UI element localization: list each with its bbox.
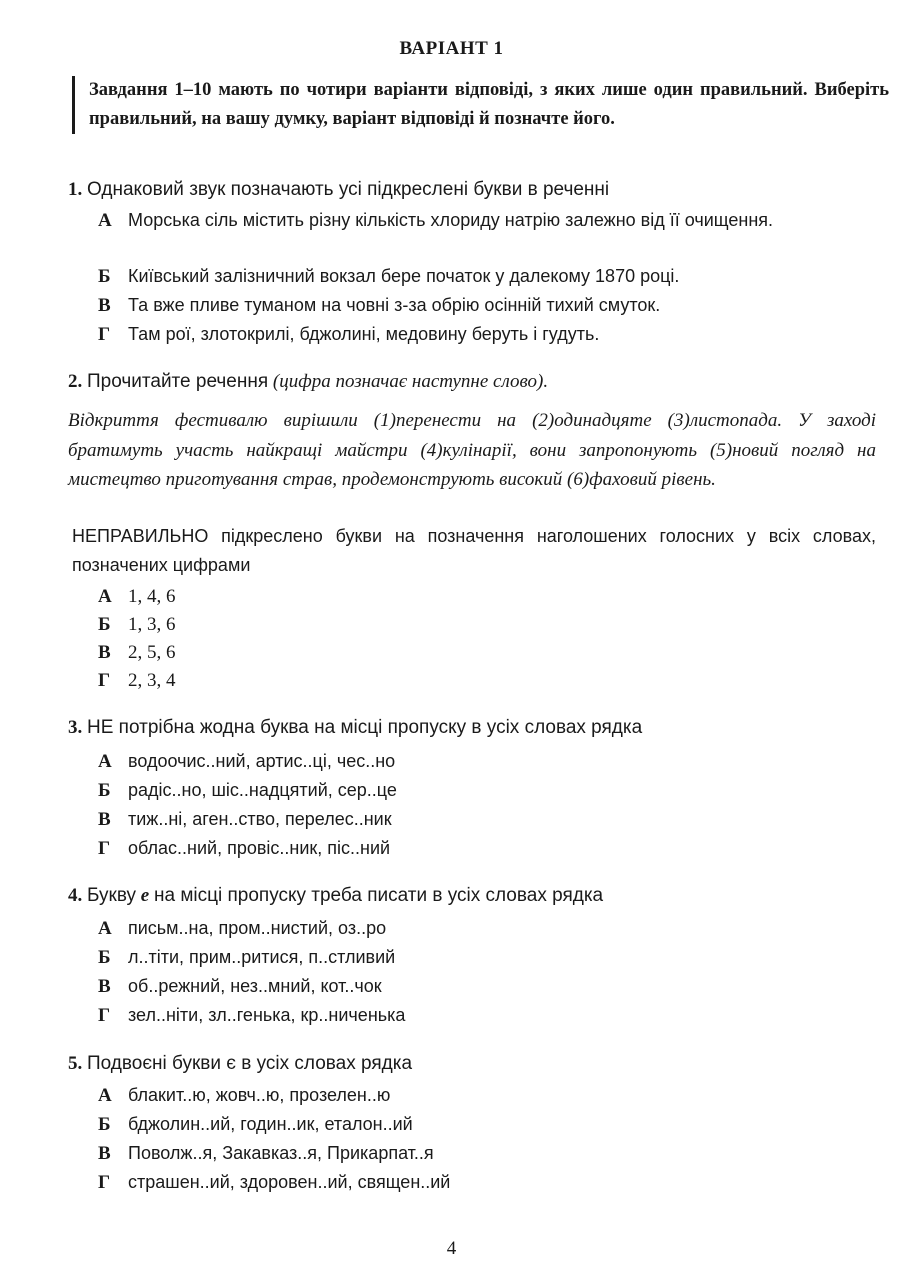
option-letter: Б <box>98 780 111 801</box>
question-2-option-d[interactable] <box>98 666 873 695</box>
option-letter: Б <box>98 614 111 635</box>
question-4-option-d[interactable] <box>98 1001 873 1030</box>
question-2-option-a[interactable] <box>98 582 873 611</box>
question-3-option-c[interactable] <box>98 805 873 834</box>
option-text: об..режний, нез..мний, кот..чок <box>128 976 382 996</box>
option-text: водоочис..ний, артис..ці, чес..но <box>128 751 396 771</box>
question-2-number: 2. <box>68 371 83 392</box>
option-text: 1, 4, 6 <box>128 586 176 607</box>
question-2-passage: Відкриття фестивалю вирішили (1)перенести на (2)одинадцяте (3)листопада. У заході братимуть участь найкращі майстри (4)кулінарії, вони запропонують (5)новий погляд на мистецтво приготування страв, продемонструють високий (6)фаховий рівень. <box>68 410 876 490</box>
option-letter: А <box>98 751 112 772</box>
option-text: Морська сіль містить різну кількість хлориду натрію залежно від її очищення. <box>128 210 774 230</box>
option-text: Київський залізничний вокзал бере початок у далекому 1870 році. <box>128 266 680 286</box>
option-letter: В <box>98 809 111 830</box>
question-1-option-b[interactable] <box>98 262 873 291</box>
question-2-text: Прочитайте речення <box>87 371 269 392</box>
option-letter: В <box>98 642 111 663</box>
option-letter: А <box>98 586 112 607</box>
option-letter: Б <box>98 1114 111 1135</box>
question-5-option-a[interactable] <box>98 1081 873 1110</box>
option-text: письм..на, пром..нистий, оз..ро <box>128 918 387 938</box>
question-5-option-c[interactable] <box>98 1139 873 1168</box>
option-text: тиж..ні, аген..ство, перелес..ник <box>128 809 392 829</box>
option-text: Поволж..я, Закавказ..я, Прикарпат..я <box>128 1143 434 1163</box>
question-2-option-c[interactable] <box>98 638 873 667</box>
option-text: 2, 5, 6 <box>128 642 176 663</box>
question-2-note: (цифра позначає наступне слово). <box>272 371 549 392</box>
question-1-option-a[interactable] <box>98 206 873 235</box>
question-1-option-d[interactable] <box>98 320 873 349</box>
option-letter: Б <box>98 266 111 287</box>
question-5-stem <box>68 1050 878 1078</box>
option-letter: Б <box>98 947 111 968</box>
option-letter: Г <box>98 838 111 859</box>
question-3-text: НЕ потрібна жодна буква на місці пропуску в усіх словах рядка <box>87 717 643 738</box>
option-letter: Г <box>98 670 111 691</box>
question-2-task: НЕПРАВИЛЬНО підкреслено букви на позначення наголошених голосних у всіх словах, позначених цифрами <box>72 526 876 575</box>
option-text: 2, 3, 4 <box>128 670 176 691</box>
option-letter: Г <box>98 324 111 345</box>
option-letter: В <box>98 295 111 316</box>
question-1-number: 1. <box>68 179 83 200</box>
question-5-number: 5. <box>68 1053 83 1074</box>
option-letter: Г <box>98 1172 111 1193</box>
question-4-text-a: Букву <box>87 885 137 906</box>
question-4-option-c[interactable] <box>98 972 873 1001</box>
question-4-option-b[interactable] <box>98 943 873 972</box>
question-4-letter: е <box>140 885 150 906</box>
question-2-option-b[interactable] <box>98 610 873 639</box>
question-1-option-c[interactable] <box>98 291 873 320</box>
option-letter: В <box>98 976 111 997</box>
question-5-option-b[interactable] <box>98 1110 873 1139</box>
question-4-stem <box>68 882 878 910</box>
question-3-option-a[interactable] <box>98 747 873 776</box>
question-1-stem <box>68 176 878 204</box>
option-text: л..тіти, прим..ритися, п..стливий <box>128 947 396 967</box>
question-2-stem <box>68 368 878 396</box>
option-text: радіс..но, шіс..надцятий, сер..це <box>128 780 397 800</box>
question-4-number: 4. <box>68 885 83 906</box>
option-letter: А <box>98 1085 112 1106</box>
question-5-text: Подвоєні букви є в усіх словах рядка <box>87 1053 413 1074</box>
option-text: блакит..ю, жовч..ю, прозелен..ю <box>128 1085 391 1105</box>
option-text: страшен..ий, здоровен..ий, священ..ий <box>128 1172 451 1192</box>
question-3-option-d[interactable] <box>98 834 873 863</box>
option-text: 1, 3, 6 <box>128 614 176 635</box>
option-text: зел..ніти, зл..генька, кр..ниченька <box>128 1005 406 1025</box>
page-number: 4 <box>446 1238 457 1259</box>
question-3-stem <box>68 714 878 742</box>
option-letter: А <box>98 918 112 939</box>
option-letter: В <box>98 1143 111 1164</box>
question-1-text: Однаковий звук позначають усі підкреслені букви в реченні <box>87 179 610 200</box>
question-5-option-d[interactable] <box>98 1168 873 1197</box>
option-text: облас..ний, провіс..ник, піс..ний <box>128 838 391 858</box>
question-3-option-b[interactable] <box>98 776 873 805</box>
option-text: Та вже пливе туманом на човні з-за обрію осінній тихий смуток. <box>128 295 661 315</box>
variant-title: ВАРІАНТ 1 <box>399 38 504 59</box>
instructions: Завдання 1–10 мають по чотири варіанти відповіді, з яких лише один правильний. Виберіть правильний, на вашу думку, варіант відповіді й позначте його. <box>72 76 889 134</box>
option-letter: Г <box>98 1005 111 1026</box>
question-4-option-a[interactable] <box>98 914 873 943</box>
question-3-number: 3. <box>68 717 83 738</box>
question-4-text-b: на місці пропуску треба писати в усіх словах рядка <box>153 885 604 906</box>
option-letter: А <box>98 210 112 231</box>
option-text: Там рої, злотокрилі, бджолині, медовину беруть і гудуть. <box>128 324 600 344</box>
option-text: бджолин..ий, годин..ик, еталон..ий <box>128 1114 413 1134</box>
